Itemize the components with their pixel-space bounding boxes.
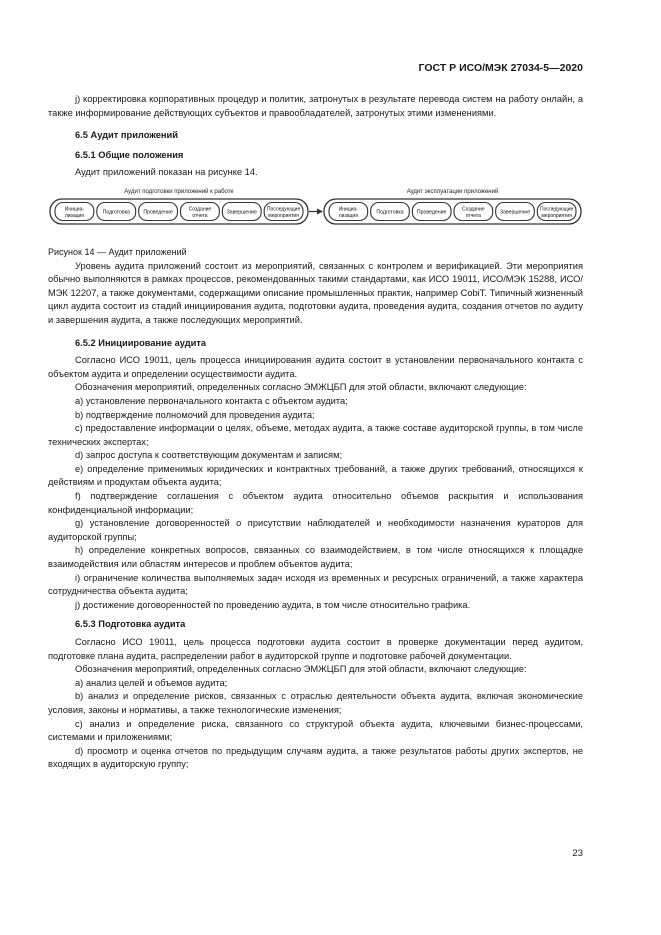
document-id: ГОСТ Р ИСО/МЭК 27034-5—2020 (418, 62, 583, 74)
stage-label: Завершение (499, 209, 531, 216)
stage-label: Создание (462, 206, 485, 213)
list-item: e) определение применимых юридических и контрактных требований, а также других требований, относящихся к действиям и продуктам объекта аудита; (48, 463, 583, 488)
stage-label: Последующие (540, 206, 574, 213)
section-6-5-2-title: 6.5.2 Инициирование аудита (75, 337, 207, 348)
stage-label: Подготовка (102, 209, 130, 216)
stage-label: лизация (64, 212, 84, 219)
stage-label: Подготовка (376, 209, 404, 216)
stage-label: Последующие (266, 206, 301, 213)
list-item: c) анализ и определение риска, связанного со структурой объекта аудита, ключевыми бизнес-процессами, системами и приложениями; (48, 718, 583, 743)
list-item: g) установление договоренностей о присутствии наблюдателей и необходимости назначения кураторов для аудиторской группы; (48, 518, 583, 542)
list-item-j: j) корректировка корпоративных процедур и политик, затронутых в результате перевода систем на работу онлайн, а также информирование действующих субъектов и правообладателей, затронутых этими изменениями. (48, 94, 583, 118)
stage-label: Проведение (143, 209, 173, 216)
audit-diagram (48, 184, 583, 246)
page-content (48, 93, 583, 772)
section-6-5-title: 6.5 Аудит приложений (75, 130, 178, 141)
list-item: c) предоставление информации о целях, объеме, методах аудита, а также составе аудиторской группы, в том числе технических экспертах; (48, 423, 583, 447)
paragraph: Согласно ИСО 19011, цель процесса инициирования аудита состоит в установлении первоначального контакта с объектом аудита и определении осуществимости аудита. (48, 355, 583, 379)
stage-label: Завершение (226, 209, 257, 216)
stage-label: Инициа- (64, 206, 85, 213)
paragraph: Согласно ИСО 19011, цель процесса подготовки аудита состоит в проверке документации перед аудитом, подготовке плана аудита, распределении работ в аудиторской группе и подготовке рабочей документации. (48, 637, 583, 661)
stage-label: мероприятия (268, 212, 299, 219)
list-item: j) достижение договоренностей по проведению аудита, в том числе относительно графика. (75, 599, 471, 610)
list-item: b) анализ и определение рисков, связанных с отраслью деятельности объекта аудита, включая экономические условия, законы и нормативы, а также технологические изменения; (48, 691, 583, 715)
list-item: f) подтверждение соглашения с объектом аудита относительно объемов раскрытия и использования конфиденциальной информации; (48, 491, 583, 515)
list-item: a) установление первоначального контакта с объектом аудита; (75, 395, 348, 406)
paragraph: Обозначения мероприятий, определенных согласно ЭМЖЦБП для этой области, включают следующие: (75, 382, 527, 393)
group-label-left: Аудит подготовки приложений к работе (124, 188, 234, 195)
list-item: i) ограничение количества выполняемых задач исходя из временных и ресурсных ограничений, а также характера сотрудничества объекта аудита; (48, 572, 583, 597)
list-item: d) запрос доступа к соответствующим документам и записям; (75, 450, 343, 461)
stage-label: лизация (338, 212, 358, 219)
paragraph-6-5-1: Уровень аудита приложений состоит из мероприятий, связанных с контролем и верификацией. Эти мероприятия обычно выполняются в рамках процессов, рекомендованных такими стандартами, как ИСО 19011, ИСО/МЭК 15288, ИСО/МЭК 12207, а также документами, содержащими описание промышленных практик, например CobiT. Типичный жизненный цикл аудита состоит из стадий инициирования аудита, подготовки аудита, проведения аудита, создания отчетов по аудиту и завершения аудита, а также последующих мероприятий. (48, 260, 583, 325)
page-number: 23 (572, 848, 583, 859)
list-item: b) подтверждение полномочий для проведения аудита; (75, 409, 315, 420)
stage-label: Создание (188, 206, 212, 213)
stage-label: Инициа- (338, 206, 358, 213)
stage-label: мероприятия (541, 212, 572, 219)
figure-intro: Аудит приложений показан на рисунке 14. (75, 167, 258, 178)
section-6-5-3-title: 6.5.3 Подготовка аудита (75, 619, 186, 630)
audit-diagram-svg (48, 184, 583, 246)
list-item: d) просмотр и оценка отчетов по предыдущим случаям аудита, а также результатов работы других экспертов, не входящих в аудиторскую группу; (48, 745, 583, 770)
figure-caption: Рисунок 14 — Аудит приложений (48, 246, 187, 257)
group-label-right: Аудит эксплуатации приложений (406, 188, 499, 195)
stage-label: отчета (465, 212, 481, 219)
stage-label: отчета (192, 212, 208, 219)
list-item: a) анализ целей и объемов аудита; (75, 677, 228, 688)
paragraph: Обозначения мероприятий, определенных согласно ЭМЖЦБП для этой области, включают следующие: (75, 664, 527, 675)
list-item: h) определение конкретных вопросов, связанных со взаимодействием, в том числе относящихся к площадке взаимодействия или областям интересов и проблем объектов аудита; (48, 545, 583, 570)
arrow-head (317, 208, 323, 214)
stage-label: Проведение (416, 209, 447, 216)
section-6-5-1-title: 6.5.1 Общие положения (75, 149, 184, 160)
